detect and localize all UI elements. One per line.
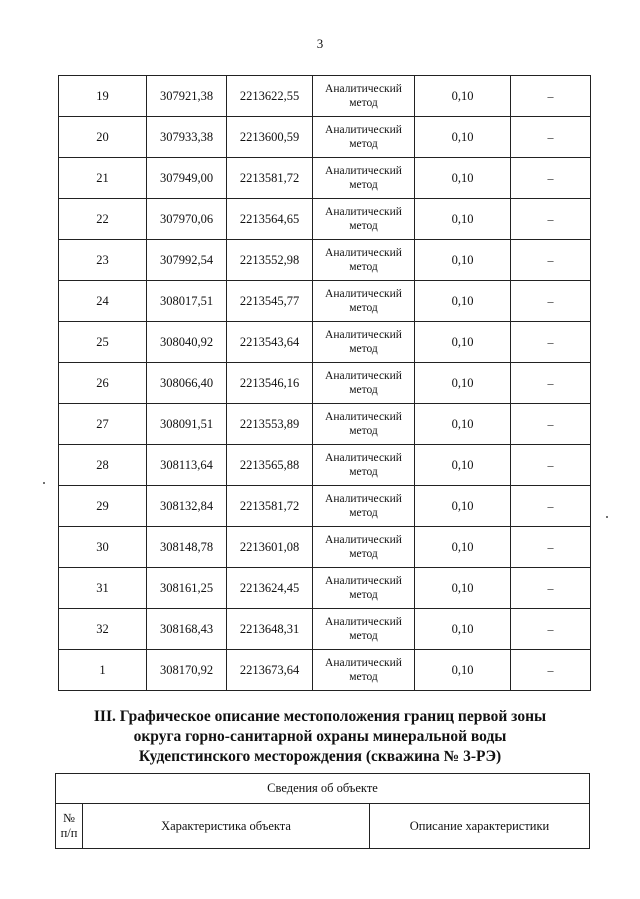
x-coordinate-cell: 307970,06 — [147, 199, 227, 240]
method-cell — [313, 199, 415, 240]
note-cell: – — [511, 527, 591, 568]
x-coordinate-cell: 308170,92 — [147, 650, 227, 691]
method-cell — [313, 76, 415, 117]
table-row — [59, 650, 591, 691]
column-header-number-line2: п/п — [60, 826, 78, 840]
method-cell — [313, 486, 415, 527]
point-number-cell: 29 — [59, 486, 147, 527]
method-line: метод — [349, 507, 378, 519]
method-line: Аналитический — [325, 575, 402, 587]
note-cell: – — [511, 568, 591, 609]
accuracy-cell: 0,10 — [415, 158, 511, 199]
note-cell: – — [511, 76, 591, 117]
table-row — [59, 199, 591, 240]
table-row — [59, 117, 591, 158]
x-coordinate-cell: 308148,78 — [147, 527, 227, 568]
y-coordinate-cell: 2213581,72 — [227, 158, 313, 199]
method-cell — [313, 240, 415, 281]
x-coordinate-cell: 307921,38 — [147, 76, 227, 117]
method-line: метод — [349, 384, 378, 396]
accuracy-cell: 0,10 — [415, 445, 511, 486]
y-coordinate-cell: 2213581,72 — [227, 486, 313, 527]
method-cell — [313, 568, 415, 609]
scan-speck — [43, 482, 45, 484]
method-cell — [313, 158, 415, 199]
y-coordinate-cell: 2213565,88 — [227, 445, 313, 486]
object-info-header: Сведения об объекте — [56, 774, 590, 804]
table-row — [59, 240, 591, 281]
y-coordinate-cell: 2213648,31 — [227, 609, 313, 650]
method-line: Аналитический — [325, 165, 402, 177]
table-row — [59, 445, 591, 486]
note-cell: – — [511, 199, 591, 240]
x-coordinate-cell: 307933,38 — [147, 117, 227, 158]
accuracy-cell: 0,10 — [415, 404, 511, 445]
method-cell — [313, 322, 415, 363]
table-row — [59, 568, 591, 609]
column-header-characteristic: Характеристика объекта — [83, 804, 370, 849]
method-line: метод — [349, 138, 378, 150]
method-line: Аналитический — [325, 288, 402, 300]
table-row — [59, 609, 591, 650]
method-line: Аналитический — [325, 452, 402, 464]
method-cell — [313, 445, 415, 486]
note-cell: – — [511, 650, 591, 691]
note-cell: – — [511, 240, 591, 281]
y-coordinate-cell: 2213553,89 — [227, 404, 313, 445]
method-line: метод — [349, 630, 378, 642]
accuracy-cell: 0,10 — [415, 281, 511, 322]
method-line: Аналитический — [325, 657, 402, 669]
column-header-number-line1: № — [63, 811, 75, 825]
point-number-cell: 31 — [59, 568, 147, 609]
y-coordinate-cell: 2213545,77 — [227, 281, 313, 322]
method-line: Аналитический — [325, 616, 402, 628]
note-cell: – — [511, 322, 591, 363]
method-line: Аналитический — [325, 534, 402, 546]
x-coordinate-cell: 308168,43 — [147, 609, 227, 650]
method-cell — [313, 117, 415, 158]
method-line: Аналитический — [325, 247, 402, 259]
table-row — [59, 322, 591, 363]
note-cell: – — [511, 609, 591, 650]
note-cell: – — [511, 117, 591, 158]
table-row — [59, 363, 591, 404]
method-cell — [313, 609, 415, 650]
method-line: Аналитический — [325, 83, 402, 95]
accuracy-cell: 0,10 — [415, 199, 511, 240]
x-coordinate-cell: 308132,84 — [147, 486, 227, 527]
method-line: метод — [349, 548, 378, 560]
point-number-cell: 20 — [59, 117, 147, 158]
column-header-description: Описание характеристики — [370, 804, 590, 849]
method-line: метод — [349, 343, 378, 355]
x-coordinate-cell: 307949,00 — [147, 158, 227, 199]
x-coordinate-cell: 307992,54 — [147, 240, 227, 281]
method-line: Аналитический — [325, 411, 402, 423]
x-coordinate-cell: 308091,51 — [147, 404, 227, 445]
column-header-number — [56, 804, 83, 849]
y-coordinate-cell: 2213543,64 — [227, 322, 313, 363]
accuracy-cell: 0,10 — [415, 527, 511, 568]
accuracy-cell: 0,10 — [415, 117, 511, 158]
section-title-line: округа горно-санитарной охраны минеральной воды — [133, 728, 507, 745]
note-cell: – — [511, 404, 591, 445]
scan-speck — [606, 516, 608, 518]
method-cell — [313, 404, 415, 445]
method-line: метод — [349, 302, 378, 314]
x-coordinate-cell: 308066,40 — [147, 363, 227, 404]
method-cell — [313, 650, 415, 691]
point-number-cell: 30 — [59, 527, 147, 568]
table-row — [59, 281, 591, 322]
table-row — [59, 527, 591, 568]
method-cell — [313, 527, 415, 568]
method-line: метод — [349, 671, 378, 683]
method-line: метод — [349, 261, 378, 273]
method-line: метод — [349, 97, 378, 109]
note-cell: – — [511, 281, 591, 322]
point-number-cell: 23 — [59, 240, 147, 281]
accuracy-cell: 0,10 — [415, 486, 511, 527]
x-coordinate-cell: 308113,64 — [147, 445, 227, 486]
table-row — [59, 486, 591, 527]
y-coordinate-cell: 2213564,65 — [227, 199, 313, 240]
note-cell: – — [511, 486, 591, 527]
method-line: Аналитический — [325, 493, 402, 505]
note-cell: – — [511, 158, 591, 199]
y-coordinate-cell: 2213673,64 — [227, 650, 313, 691]
point-number-cell: 26 — [59, 363, 147, 404]
accuracy-cell: 0,10 — [415, 568, 511, 609]
table-row — [59, 404, 591, 445]
y-coordinate-cell: 2213601,08 — [227, 527, 313, 568]
point-number-cell: 28 — [59, 445, 147, 486]
accuracy-cell: 0,10 — [415, 609, 511, 650]
y-coordinate-cell: 2213546,16 — [227, 363, 313, 404]
accuracy-cell: 0,10 — [415, 240, 511, 281]
y-coordinate-cell: 2213600,59 — [227, 117, 313, 158]
point-number-cell: 27 — [59, 404, 147, 445]
object-info-table — [55, 773, 590, 849]
method-cell — [313, 281, 415, 322]
table-row — [59, 158, 591, 199]
point-number-cell: 21 — [59, 158, 147, 199]
x-coordinate-cell: 308040,92 — [147, 322, 227, 363]
note-cell: – — [511, 363, 591, 404]
y-coordinate-cell: 2213624,45 — [227, 568, 313, 609]
coordinates-table — [58, 75, 591, 691]
section-title — [60, 707, 580, 767]
y-coordinate-cell: 2213622,55 — [227, 76, 313, 117]
method-line: Аналитический — [325, 206, 402, 218]
method-line: метод — [349, 589, 378, 601]
accuracy-cell: 0,10 — [415, 322, 511, 363]
point-number-cell: 25 — [59, 322, 147, 363]
x-coordinate-cell: 308161,25 — [147, 568, 227, 609]
page-number: 3 — [316, 36, 324, 51]
point-number-cell: 19 — [59, 76, 147, 117]
accuracy-cell: 0,10 — [415, 650, 511, 691]
table-row — [59, 76, 591, 117]
method-line: метод — [349, 466, 378, 478]
section-title-line: III. Графическое описание местоположения границ первой зоны — [93, 708, 547, 725]
note-cell: – — [511, 445, 591, 486]
y-coordinate-cell: 2213552,98 — [227, 240, 313, 281]
point-number-cell: 1 — [59, 650, 147, 691]
point-number-cell: 32 — [59, 609, 147, 650]
section-title-line: Кудепстинского месторождения (скважина № 3-РЭ) — [138, 748, 502, 765]
method-line: метод — [349, 220, 378, 232]
method-line: метод — [349, 425, 378, 437]
method-line: метод — [349, 179, 378, 191]
method-line: Аналитический — [325, 124, 402, 136]
accuracy-cell: 0,10 — [415, 363, 511, 404]
method-cell — [313, 363, 415, 404]
accuracy-cell: 0,10 — [415, 76, 511, 117]
point-number-cell: 22 — [59, 199, 147, 240]
method-line: Аналитический — [325, 329, 402, 341]
x-coordinate-cell: 308017,51 — [147, 281, 227, 322]
method-line: Аналитический — [325, 370, 402, 382]
point-number-cell: 24 — [59, 281, 147, 322]
